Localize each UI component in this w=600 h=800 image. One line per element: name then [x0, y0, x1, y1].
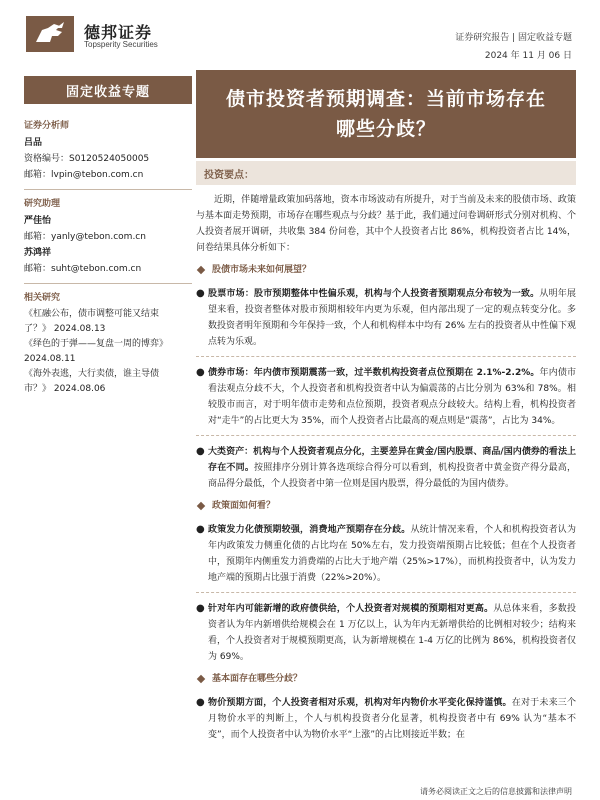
related-report-title: 《杠融公布，债市调整可能又结束	[24, 309, 160, 319]
finding-body: 从总体来看，多数投资者认为年内新增供给规模会在 1 万亿以上，认为年内无新增供给的比例相对较少；结构来看，个人投资者对于规模预期更高，认为新增规模在 1-4 万亿的比例为 86%，机构投资者仅为 69%。	[208, 604, 576, 662]
report-type: 证券研究报告 | 固定收益专题	[455, 33, 572, 43]
assistant-name: 苏鸿祥	[24, 248, 52, 258]
keypoints-bar	[196, 161, 576, 185]
section-divider	[196, 592, 576, 593]
bull-logo-icon	[26, 16, 74, 52]
keypoints-label: 投资要点：	[204, 170, 254, 181]
bullet-icon: ●	[196, 288, 205, 299]
finding-text	[208, 522, 576, 586]
finding-text	[208, 444, 576, 492]
finding-item	[196, 601, 576, 665]
sidebar-divider	[24, 189, 192, 190]
finding-item	[196, 444, 576, 492]
related-report-date: 市？》 2024.08.06	[24, 384, 106, 394]
question-text: 政策面如何看？	[212, 501, 276, 511]
assistant-section	[24, 196, 192, 277]
question-heading	[196, 498, 576, 514]
report-date: 2024 年 11 月 06 日	[484, 51, 572, 61]
related-report-link[interactable]	[24, 367, 192, 397]
bullet-icon: ●	[196, 697, 205, 708]
analyst-cert: 资格编号：S0120524050005	[24, 154, 150, 164]
finding-bold: 债券市场：年内债市预期震荡一致，过半数机构投资者点位预期在 2.1%-2.2%。	[208, 368, 540, 378]
disclaimer-footer: 请务必阅读正文之后的信息披露和法律声明	[420, 787, 572, 796]
related-heading: 相关研究	[24, 293, 61, 303]
analyst-heading: 证券分析师	[24, 121, 70, 131]
finding-text	[208, 286, 576, 350]
brand-name-en: Topsperity Securities	[84, 40, 158, 49]
related-report-title: 《海外表逃，大行卖债，谁主导债	[24, 369, 160, 379]
finding-body: 在对于未来三个月物价水平的判断上，个人与机构投资者分化显著，机构投资者中有 69% 认为“基本不变”，而个人投资者中认为物价水平“上涨”的占比则接近半数；在	[208, 698, 576, 740]
diamond-bullet-icon	[197, 675, 205, 683]
bullet-icon: ●	[196, 367, 205, 378]
bullet-icon: ●	[196, 603, 205, 614]
section-divider	[196, 435, 576, 436]
question-heading	[196, 262, 576, 278]
finding-bold: 物价预期方面，个人投资者相对乐观，机构对年内物价水平变化保持谨慎。	[208, 698, 512, 708]
page-header	[0, 0, 600, 70]
finding-body: 从明年展望来看，投资者整体对股市预期相较年内更为乐观，但内部出现了一定的观点转变分化。多数投资者明年预期和今年保持一致，个人和机构样本中均有 26% 左右的投资者从中性偏下观点转为乐观。	[208, 289, 576, 347]
finding-bold: 股票市场：股市预期整体中性偏乐观，机构与个人投资者预期观点分布较为一致。	[208, 289, 540, 299]
finding-item	[196, 286, 576, 350]
related-report-link[interactable]	[24, 337, 192, 367]
related-report-date: 2024.08.11	[24, 354, 76, 364]
finding-item	[196, 522, 576, 586]
main-content	[196, 192, 576, 743]
diamond-bullet-icon	[197, 502, 205, 510]
analyst-section	[24, 118, 192, 183]
brand-logo	[26, 16, 74, 52]
assistant-heading: 研究助理	[24, 199, 61, 209]
related-report-link[interactable]	[24, 307, 192, 337]
finding-body: 从统计情况来看，个人和机构投资者认为年内政策发力侧重化债的占比均在 50%左右，发力投资端预期占比较低；但在个人投资者中，预期年内侧重发力消费端的占比大于地产端（25%>17%），而机构投资者中，认为发力地产端的预期占比强于消费（22%>20%）。	[208, 525, 576, 583]
question-heading	[196, 671, 576, 687]
bullet-icon: ●	[196, 524, 205, 535]
analyst-name: 吕品	[24, 138, 43, 148]
finding-item	[196, 365, 576, 429]
intro-paragraph: 近期，伴随增量政策加码落地，资本市场波动有所提升，对于当前及未来的股债市场、政策与基本面走势预期，市场存在哪些观点与分歧？基于此，我们通过问卷调研形式分别对机构、个人投资者展开调研，共收集 384 份问卷，其中个人投资者占比 86%，机构投资者占比 14%，问卷结果具体分析如下：	[196, 195, 576, 253]
related-report-date: 了？》 2024.08.13	[24, 324, 106, 334]
finding-bold: 政策发力化债预期较强，消费地产预期存在分歧。	[208, 525, 411, 535]
finding-body: 年内债市看法观点分歧不大，个人投资者和机构投资者中认为偏震荡的占比分别为 63%和 78%。相较股市而言，对于明年债市走势和点位预期，投资者观点分歧较大。结构上看，机构投资者对“走牛”的占比更大为 35%，而个人投资者占比最高的观点则是“震荡”，占比为 34%。	[208, 368, 576, 426]
topic-banner: 固定收益专题	[24, 76, 192, 104]
question-text: 基本面存在哪些分歧？	[212, 674, 303, 684]
brand-name-cn: 德邦证券	[84, 23, 153, 42]
title-line-2: 哪些分歧？	[335, 118, 436, 140]
title-line-1: 债市投资者预期调查：当前市场存在	[225, 88, 546, 110]
finding-text	[208, 601, 576, 665]
sidebar	[24, 118, 192, 403]
finding-text	[208, 695, 576, 743]
assistant-email: 邮箱：suht@tebon.com.cn	[24, 264, 142, 274]
sidebar-divider	[24, 283, 192, 284]
question-text: 股债市场未来如何展望？	[212, 265, 312, 275]
report-title	[196, 70, 576, 158]
diamond-bullet-icon	[197, 266, 205, 274]
finding-text	[208, 365, 576, 429]
analyst-email: 邮箱：lvpin@tebon.com.cn	[24, 170, 144, 180]
finding-bold: 大类资产：机构与个人投资者观点分化，主要差异在黄金/国内股票、商品/国内债券的看法上存在不同。	[208, 447, 576, 473]
related-report-title: 《绎色的于弹——复盘一周的博弈》	[24, 339, 169, 349]
assistant-email: 邮箱：yanly@tebon.com.cn	[24, 232, 146, 242]
finding-body: 按照排序分别计算各选项综合得分可以看到，机构投资者中黄金资产得分最高，商品得分最低，个人投资者中第一位则是国内股票，得分最低的为国内债券。	[208, 463, 576, 489]
finding-bold: 针对年内可能新增的政府债供给，个人投资者对规模的预期相对更高。	[208, 604, 494, 614]
assistant-name: 严佳怡	[24, 216, 52, 226]
bullet-icon: ●	[196, 446, 205, 457]
section-divider	[196, 356, 576, 357]
related-section	[24, 290, 192, 397]
finding-item	[196, 695, 576, 743]
